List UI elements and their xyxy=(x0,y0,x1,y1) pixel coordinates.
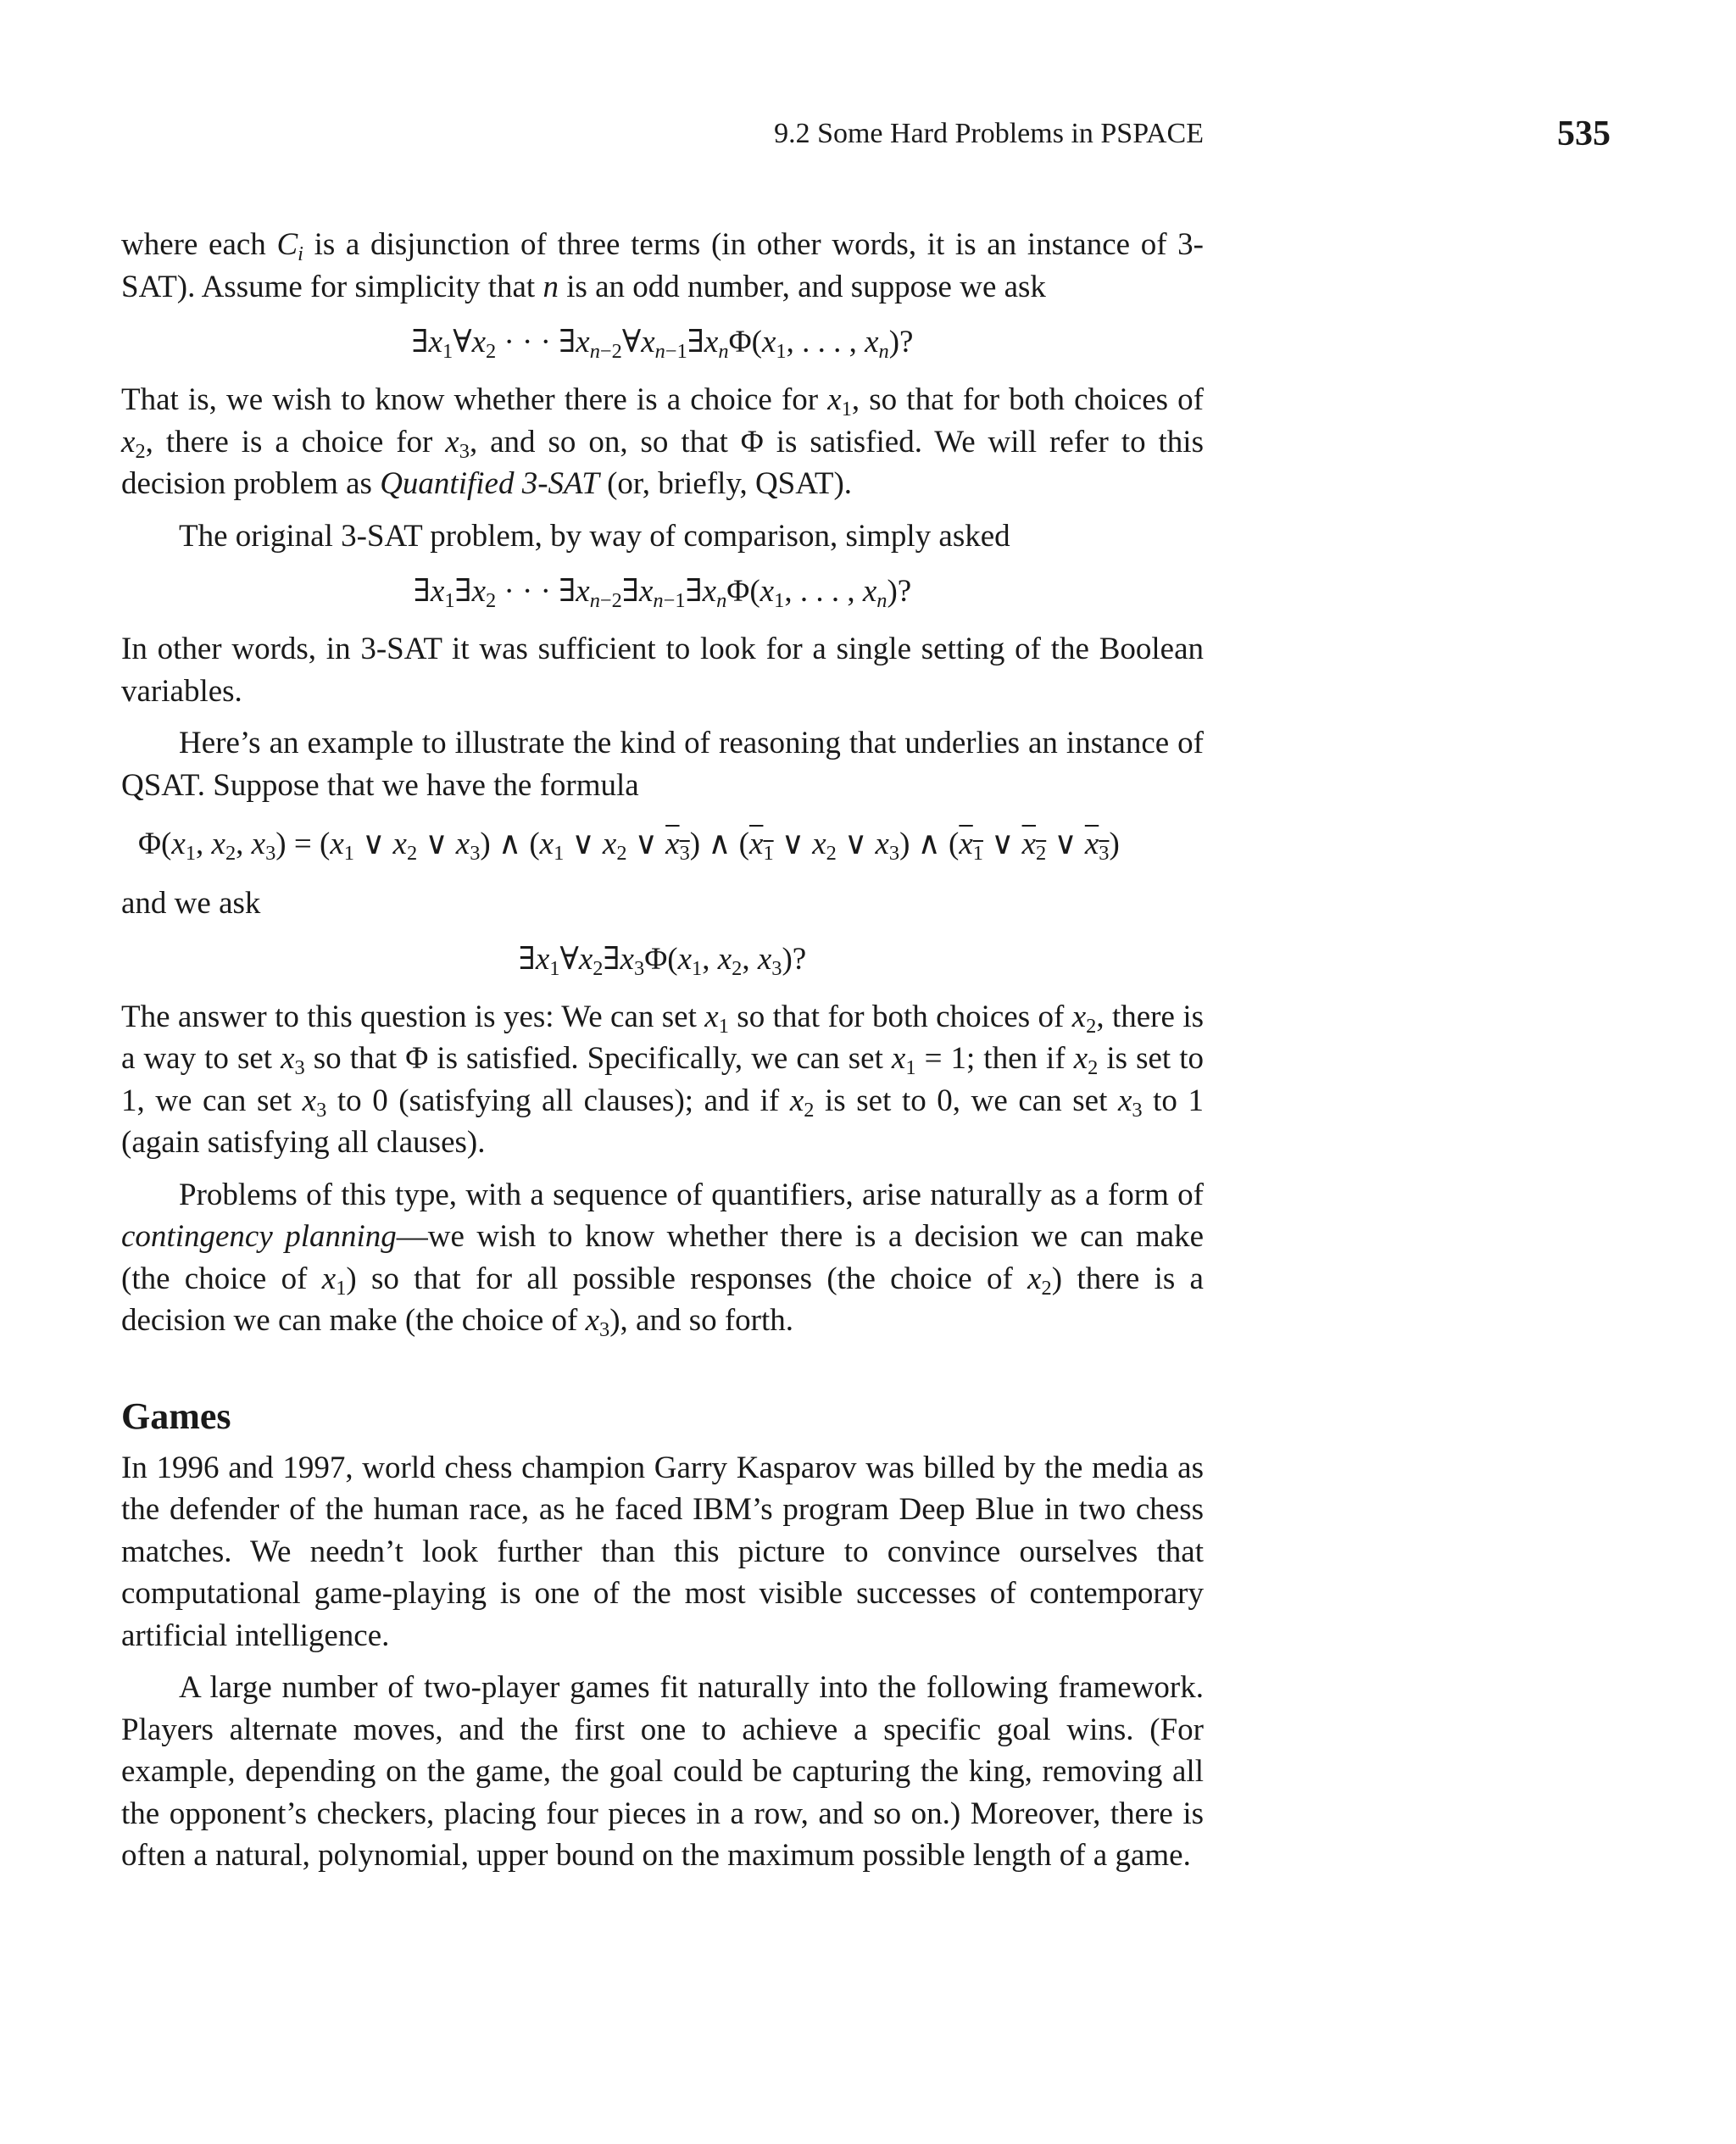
paragraph-4: In other words, in 3-SAT it was sufficient to look for a single setting of the Boolean variables. xyxy=(121,632,1204,709)
section-heading-games: Games xyxy=(121,1395,231,1437)
paragraph-1: where each $C_i$ is a disjunction of three terms (in other words, it is an instance of 3-SAT). Assume for simplicity that n is an odd number, and suppose we ask xyxy=(121,227,1204,304)
equation-3sat-query: $\exists x_1\exists x_2$ · · · $\exists x_{n-2}\exists x_{n-1}\exists x_n\Phi(x_1$, . . . , $x_n$)? xyxy=(413,574,912,612)
page-body xyxy=(121,224,1204,1887)
paragraph-6: and we ask xyxy=(121,886,261,921)
paragraph-10: A large number of two-player games fit naturally into the following framework. Players alternate moves, and the first one to achieve a specific goal wins. (For example, depending on the game, the goal could be capturing the king, removing all the opponent’s checkers, placing four pieces in a row, and so on.) Moreover, there is often a natural, polynomial, upper bound on the maximum possible length of a game. xyxy=(121,1670,1204,1873)
equation-qsat-query: $\exists x_1\forall x_2$ · · · $\exists x_{n-2}\forall x_{n-1}\exists x_n\Phi(x_1$, . . . , $x_n$)? xyxy=(411,325,914,363)
equation-example-query: $\exists x_1\forall x_2\exists x_3\Phi(x_1$, $x_2$, $x_3$)? xyxy=(518,941,807,980)
equation-phi-formula: $\Phi(x_1$, $x_2$, $x_3) = (x_1$ ∨ $x_2$ ∨ $x_3$) ∧ ($x_1$ ∨ $x_2$ ∨ $x_3$) ∧ ($x_1$ ∨ $x_2$ ∨ $x_3$) ∧ ($x_1$ ∨ $x_2$ ∨ $x_3$) xyxy=(138,827,1120,865)
running-head: 9.2 Some Hard Problems in PSPACE xyxy=(774,118,1204,149)
page-number: 535 xyxy=(1557,114,1611,153)
paragraph-7: The answer to this question is yes: We can set $x_1$ so that for both choices of $x_2$, there is a way to set $x_3$ so that Φ is satisfied. Specifically, we can set $x_1 = 1$; then if $x_2$ is set to 1, we can set $x_3$ to 0 (satisfying all clauses); and if $x_2$ is set to 0, we can set $x_3$ to 1 (again satisfying all clauses). xyxy=(121,999,1205,1160)
paragraph-5: Here’s an example to illustrate the kind of reasoning that underlies an instance of QSAT. Suppose that we have the formula xyxy=(121,726,1204,803)
paragraph-9: In 1996 and 1997, world chess champion Garry Kasparov was billed by the media as the defender of the human race, as he faced IBM’s program Deep Blue in two chess matches. We needn’t look further than this picture to convince ourselves that computational game-playing is one of the most visible successes of contemporary artificial intelligence. xyxy=(121,1450,1204,1653)
paragraph-8: Problems of this type, with a sequence of quantifiers, arise naturally as a form of contingency planning—we wish to know whether there is a decision we can make (the choice of $x_1$) so that for all possible responses (the choice of $x_2$) there is a decision we can make (the choice of $x_3$), and so forth. xyxy=(121,1177,1205,1341)
paragraph-3: The original 3-SAT problem, by way of comparison, simply asked xyxy=(179,518,1010,554)
paragraph-2: That is, we wish to know whether there is a choice for $x_1$, so that for both choices of $x_2$, there is a choice for $x_3$, and so on, so that Φ is satisfied. We will refer to this decision problem as Quantified 3-SAT (or, briefly, QSAT). xyxy=(121,382,1204,501)
